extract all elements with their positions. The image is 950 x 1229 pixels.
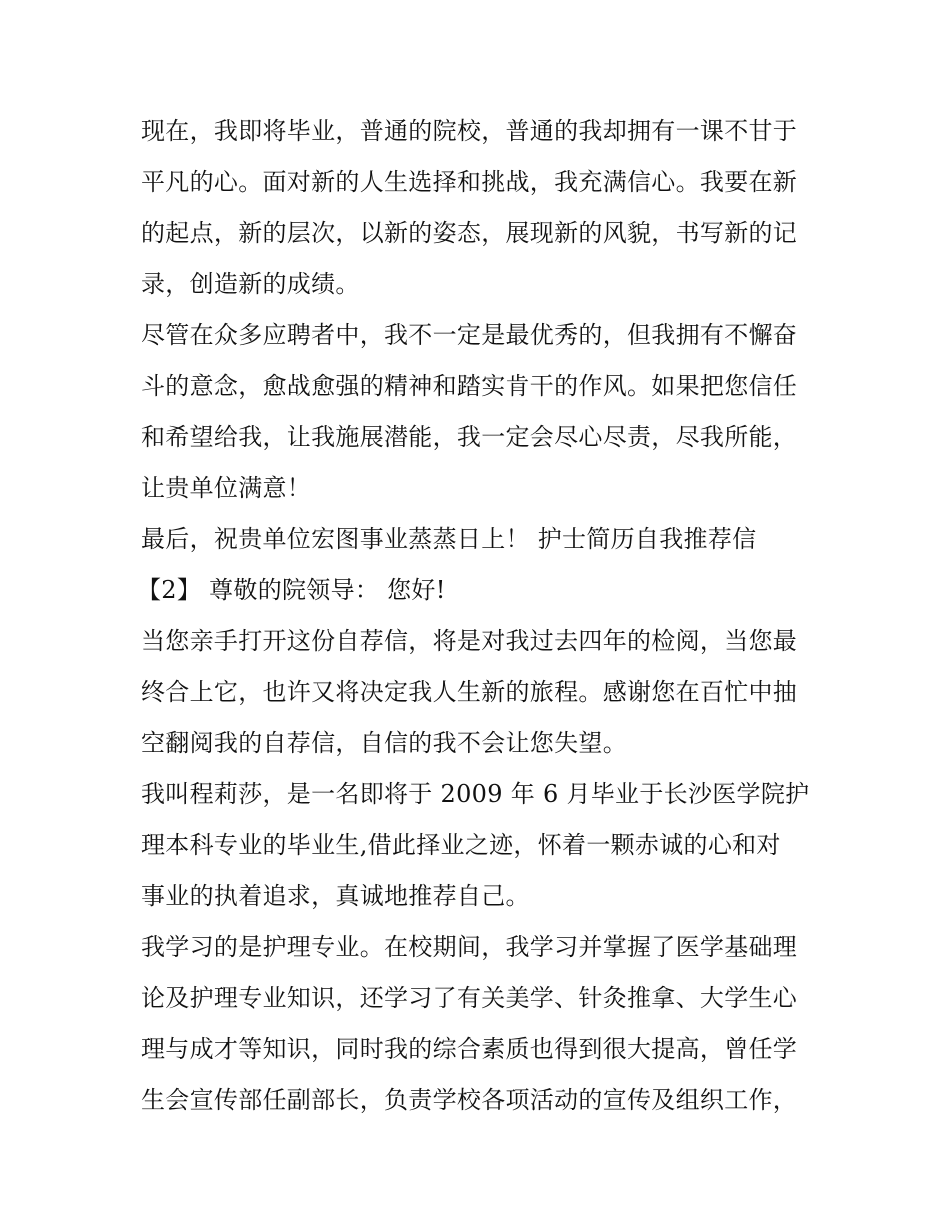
text-line: 最后，祝贵单位宏图事业蒸蒸日上！ 护士简历自我推荐信: [141, 525, 757, 553]
text-line: 录，创造新的成绩。: [141, 270, 360, 298]
text-line: 平凡的心。面对新的人生选择和挑战，我充满信心。我要在新: [141, 168, 798, 196]
text-line: 我叫程莉莎，是一名即将于 2009 年 6 月毕业于长沙医学院护: [141, 780, 810, 808]
text-line: 尽管在众多应聘者中，我不一定是最优秀的，但我拥有不懈奋: [141, 321, 798, 349]
document-body: [137, 106, 821, 1126]
text-line: 我学习的是护理专业。在校期间，我学习并掌握了医学基础理: [141, 933, 798, 961]
text-line: 现在，我即将毕业，普通的院校，普通的我却拥有一课不甘于: [141, 117, 798, 145]
text-line: 理与成才等知识，同时我的综合素质也得到很大提高，曾任学: [141, 1035, 798, 1063]
text-line: 事业的执着追求，真诚地推荐自己。: [141, 882, 530, 910]
text-line: 空翻阅我的自荐信，自信的我不会让您失望。: [141, 729, 627, 757]
text-line: 终合上它，也许又将决定我人生新的旅程。感谢您在百忙中抽: [141, 678, 798, 706]
text-line: 的起点，新的层次，以新的姿态，展现新的风貌，书写新的记: [141, 219, 798, 247]
text-line: 生会宣传部任副部长，负责学校各项活动的宣传及组织工作，: [141, 1086, 798, 1114]
text-line: 当您亲手打开这份自荐信，将是对我过去四年的检阅，当您最: [141, 627, 798, 655]
text-line: 理本科专业的毕业生,借此择业之迹，怀着一颗赤诚的心和对: [141, 831, 781, 859]
text-line: 论及护理专业知识，还学习了有关美学、针灸推拿、大学生心: [141, 984, 798, 1012]
text-line: 斗的意念，愈战愈强的精神和踏实肯干的作风。如果把您信任: [141, 372, 798, 400]
text-line: 让贵单位满意！: [141, 474, 312, 502]
section-heading: 【2】 尊敬的院领导： 您好!: [137, 576, 446, 604]
text-line: 和希望给我，让我施展潜能，我一定会尽心尽责，尽我所能，: [141, 423, 798, 451]
